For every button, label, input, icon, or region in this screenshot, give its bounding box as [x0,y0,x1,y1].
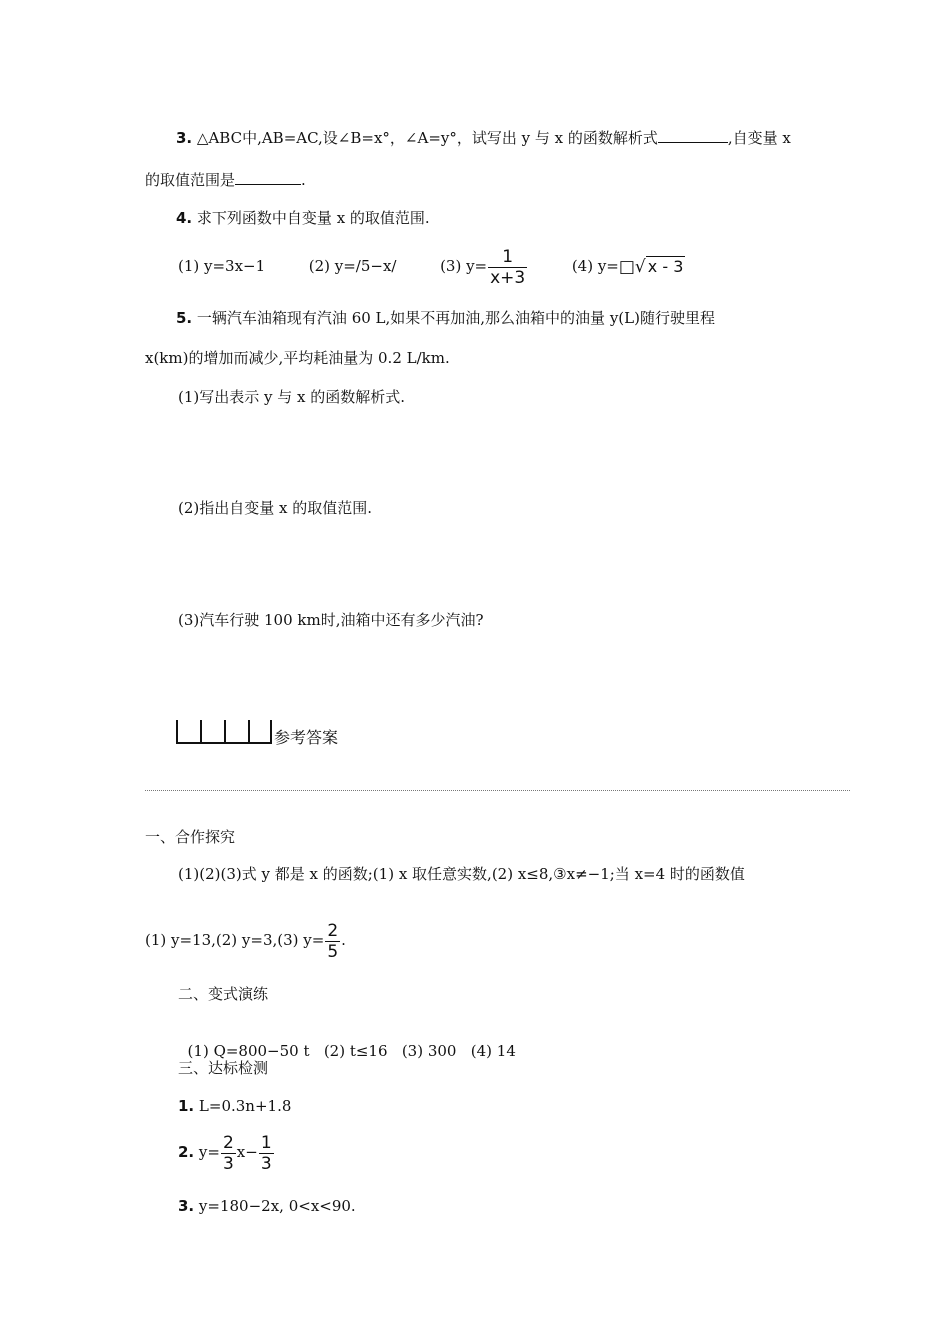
question-4-text: 求下列函数中自变量 x 的取值范围. [196,209,430,227]
period: . [301,171,306,189]
denominator: 3 [222,1153,234,1174]
question-5-text: 一辆汽车油箱现有汽油 60 L,如果不再加油,那么油箱中的油量 y(L)随行驶里程 [196,309,715,327]
question-5-line-2 [145,348,450,368]
question-3-line-2 [145,170,306,190]
radicand: x - 3 [647,257,684,276]
section-2-answers [178,1021,516,1061]
section-title-text: 二、变式演练 [178,985,269,1003]
numerator: 1 [260,1132,272,1153]
section-1-line-1 [178,864,745,884]
fraction-two-thirds [221,1133,236,1174]
denominator: 3 [260,1153,272,1174]
section-title-text: 一、合作探究 [145,828,236,846]
sub-question-text: (1)写出表示 y 与 x 的函数解析式. [178,388,406,406]
question-4-parts [178,246,685,288]
period: . [341,931,346,949]
q4-part-4-radical [619,247,686,287]
answers-title-text: 参考答案 [274,728,339,747]
denominator: 5 [327,941,339,962]
q4-part-3-fraction [488,247,527,288]
numerator: 1 [502,246,514,267]
question-4 [176,208,430,228]
question-4-number: 4. [176,209,193,227]
section-1-title [145,827,235,847]
sub-question-text: (2)指出自变量 x 的取值范围. [178,499,373,517]
answer-box-strip [176,720,272,744]
answer-number: 1. [178,1097,195,1115]
answer-text: (1) y=13,(2) y=3,(3) y= [145,931,325,949]
question-3-text-tail: ,自变量 x [727,129,791,147]
question-5-line-1 [176,308,715,328]
numerator: 2 [327,920,339,941]
answer-text: x− [236,1143,258,1161]
section-3-title [178,1058,268,1078]
answer-text: y=180−2x, 0<x<90. [198,1197,356,1215]
question-5-sub-2 [178,498,372,518]
q4-part-4-prefix: (4) y= [571,257,619,275]
answer-number: 2. [178,1143,195,1161]
section-1-line-2 [145,920,346,962]
denominator: x+3 [490,267,526,288]
fraction-two-fifths [325,921,340,962]
answer-blank[interactable] [235,170,301,185]
question-3-line-1 [176,128,791,148]
q4-part-2: (2) y=/5−x/ [308,257,397,275]
section-3-answer-1 [178,1096,291,1116]
answer-text: (1) Q=800−50 t (2) t≤16 (3) 300 (4) 14 [187,1042,516,1060]
answer-text: (1)(2)(3)式 y 都是 x 的函数;(1) x 取任意实数,(2) x≤8,③x≠−1;当 x=4 时的函数值 [178,865,745,883]
question-5-sub-1 [178,387,405,407]
radical-sign: □√ [618,257,646,277]
dotted-divider [145,790,850,791]
answer-number: 3. [178,1197,195,1215]
question-3-text: △ABC中,AB=AC,设∠B=x°，∠A=y°，试写出 y 与 x 的函数解析式 [196,129,658,147]
answer-text: L=0.3n+1.8 [198,1097,292,1115]
question-3-range-text: 的取值范围是 [145,171,236,189]
section-title-text: 三、达标检测 [178,1059,269,1077]
question-5-text-cont: x(km)的增加而减少,平均耗油量为 0.2 L/km. [145,349,450,367]
q4-part-3-prefix: (3) y= [440,257,488,275]
question-5-number: 5. [176,309,193,327]
sub-question-text: (3)汽车行驶 100 km时,油箱中还有多少汽油? [178,611,484,629]
fraction-one-third [259,1133,274,1174]
numerator: 2 [222,1132,234,1153]
section-2-title [178,984,268,1004]
question-5-sub-3 [178,610,484,630]
answers-title [274,728,338,748]
answer-text: y= [198,1143,220,1161]
answer-blank[interactable] [658,128,728,143]
section-3-answer-2 [178,1132,275,1174]
q4-part-1: (1) y=3x−1 [178,257,266,275]
section-3-answer-3 [178,1196,356,1216]
question-3-number: 3. [176,129,193,147]
